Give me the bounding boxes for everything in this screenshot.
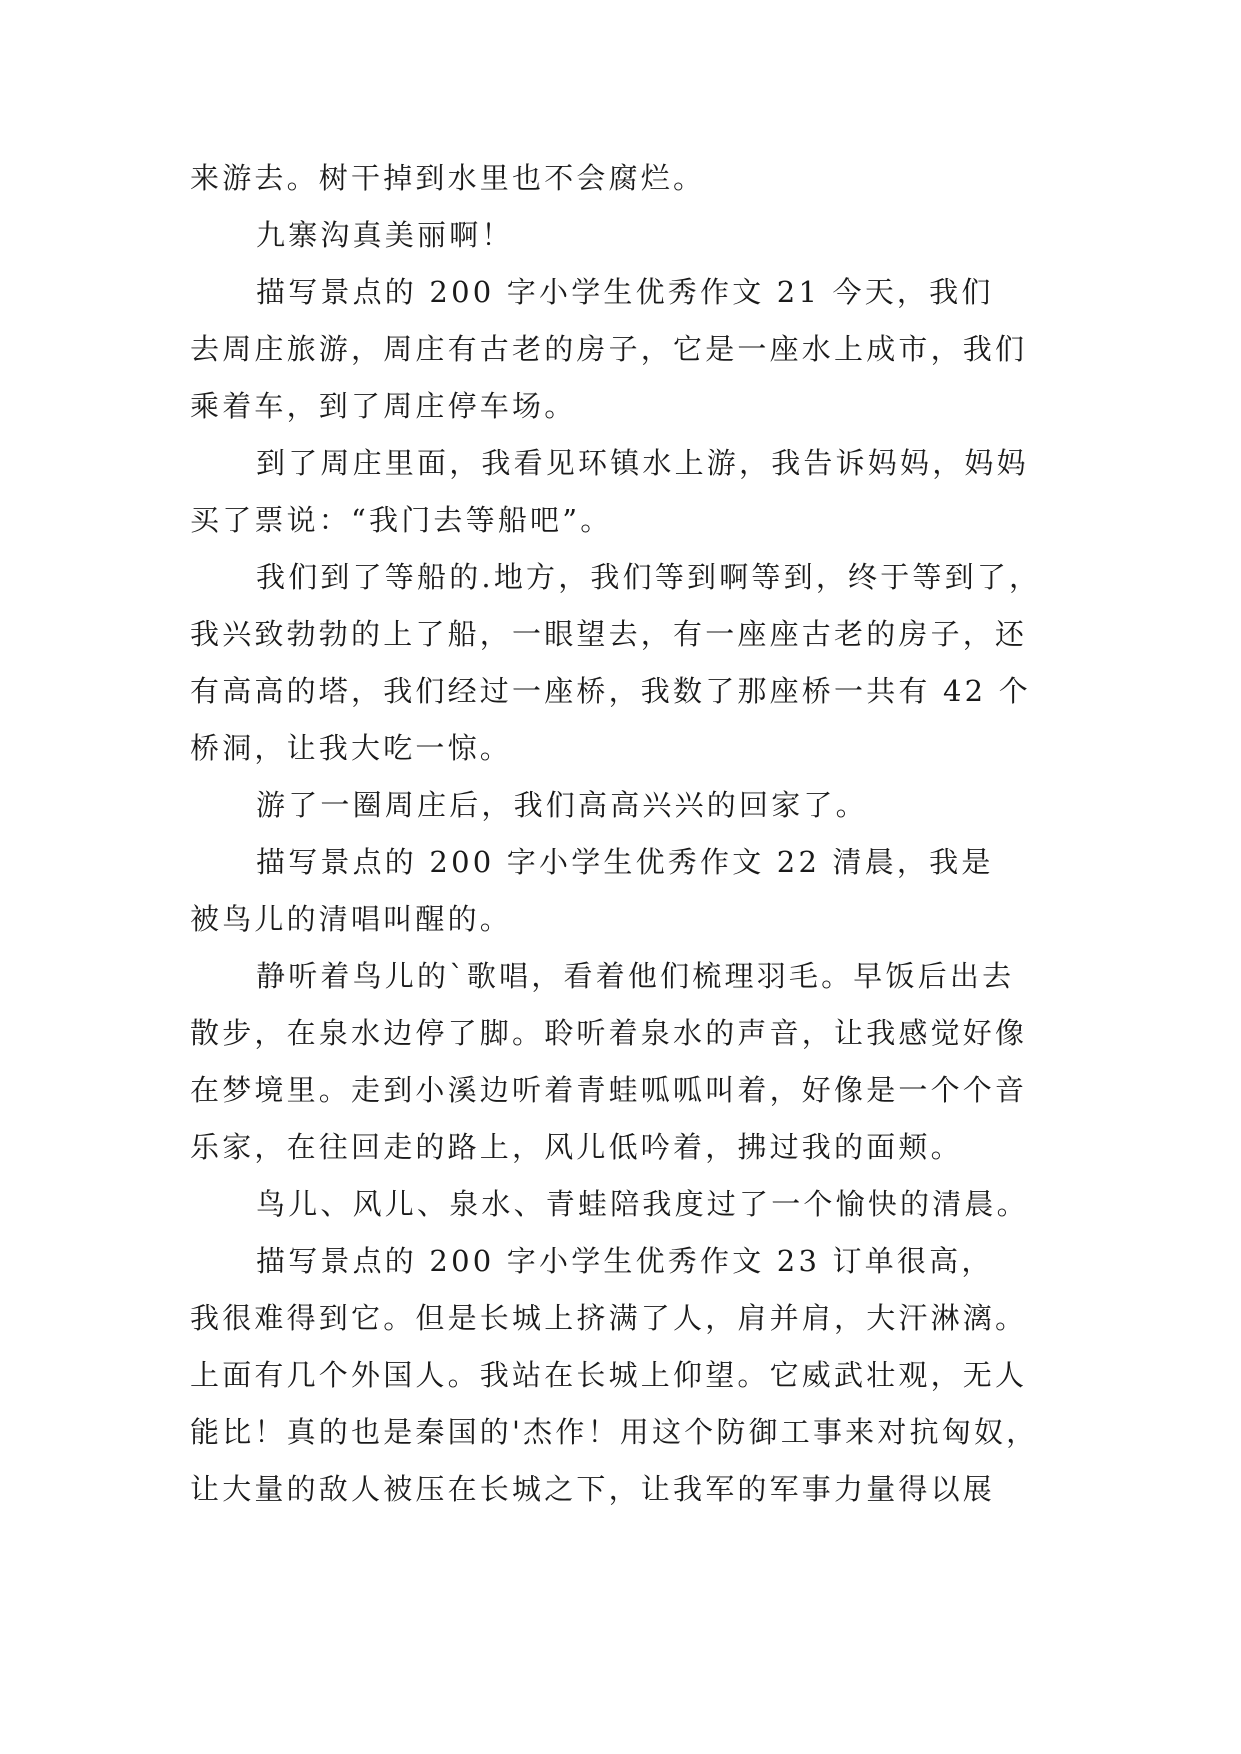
text-line: 我兴致勃勃的上了船，一眼望去，有一座座古老的房子，还: [190, 617, 1028, 651]
text-line: 到了周庄里面，我看见环镇水上游，我告诉妈妈，妈妈: [256, 446, 1029, 480]
text-line: 游了一圈周庄后，我们高高兴兴的回家了。: [256, 788, 868, 822]
text-line: 让大量的敌人被压在长城之下，让我军的军事力量得以展: [190, 1472, 996, 1506]
text-line: 桥洞，让我大吃一惊。: [190, 731, 513, 765]
text-line: 乐家，在往回走的路上，风儿低吟着，拂过我的面颊。: [190, 1130, 963, 1164]
text-line: 来游去。树干掉到水里也不会腐烂。: [190, 161, 706, 195]
text-line: 有高高的塔，我们经过一座桥，我数了那座桥一共有 42 个: [190, 674, 1031, 708]
essay-heading-line: 描写景点的 200 字小学生优秀作文 21 今天，我们: [256, 275, 994, 309]
text-line: 在梦境里。走到小溪边听着青蛙呱呱叫着，好像是一个个音: [190, 1073, 1028, 1107]
essay-heading-line: 描写景点的 200 字小学生优秀作文 23 订单很高，: [256, 1244, 994, 1278]
essay-heading-line: 描写景点的 200 字小学生优秀作文 22 清晨，我是: [256, 845, 994, 879]
text-line: 能比！真的也是秦国的'杰作！用这个防御工事来对抗匈奴，: [190, 1415, 1039, 1449]
text-line: 我很难得到它。但是长城上挤满了人，肩并肩，大汗淋漓。: [190, 1301, 1028, 1335]
document-body: [190, 150, 1070, 1518]
text-line: 去周庄旅游，周庄有古老的房子，它是一座水上成市，我们: [190, 332, 1028, 366]
text-line: 鸟儿、风儿、泉水、青蛙陪我度过了一个愉快的清晨。: [256, 1187, 1029, 1221]
text-line: 乘着车，到了周庄停车场。: [190, 389, 577, 423]
text-line: 买了票说：“我门去等船吧”。: [190, 503, 613, 537]
text-line: 上面有几个外国人。我站在长城上仰望。它威武壮观，无人: [190, 1358, 1028, 1392]
text-line: 我们到了等船的.地方，我们等到啊等到，终于等到了，: [256, 560, 1042, 594]
text-line: 九寨沟真美丽啊！: [256, 218, 514, 252]
text-line: 静听着鸟儿的`歌唱，看着他们梳理羽毛。早饭后出去: [256, 959, 1015, 993]
text-line: 被鸟儿的清唱叫醒的。: [190, 902, 513, 936]
text-line: 散步，在泉水边停了脚。聆听着泉水的声音，让我感觉好像: [190, 1016, 1028, 1050]
